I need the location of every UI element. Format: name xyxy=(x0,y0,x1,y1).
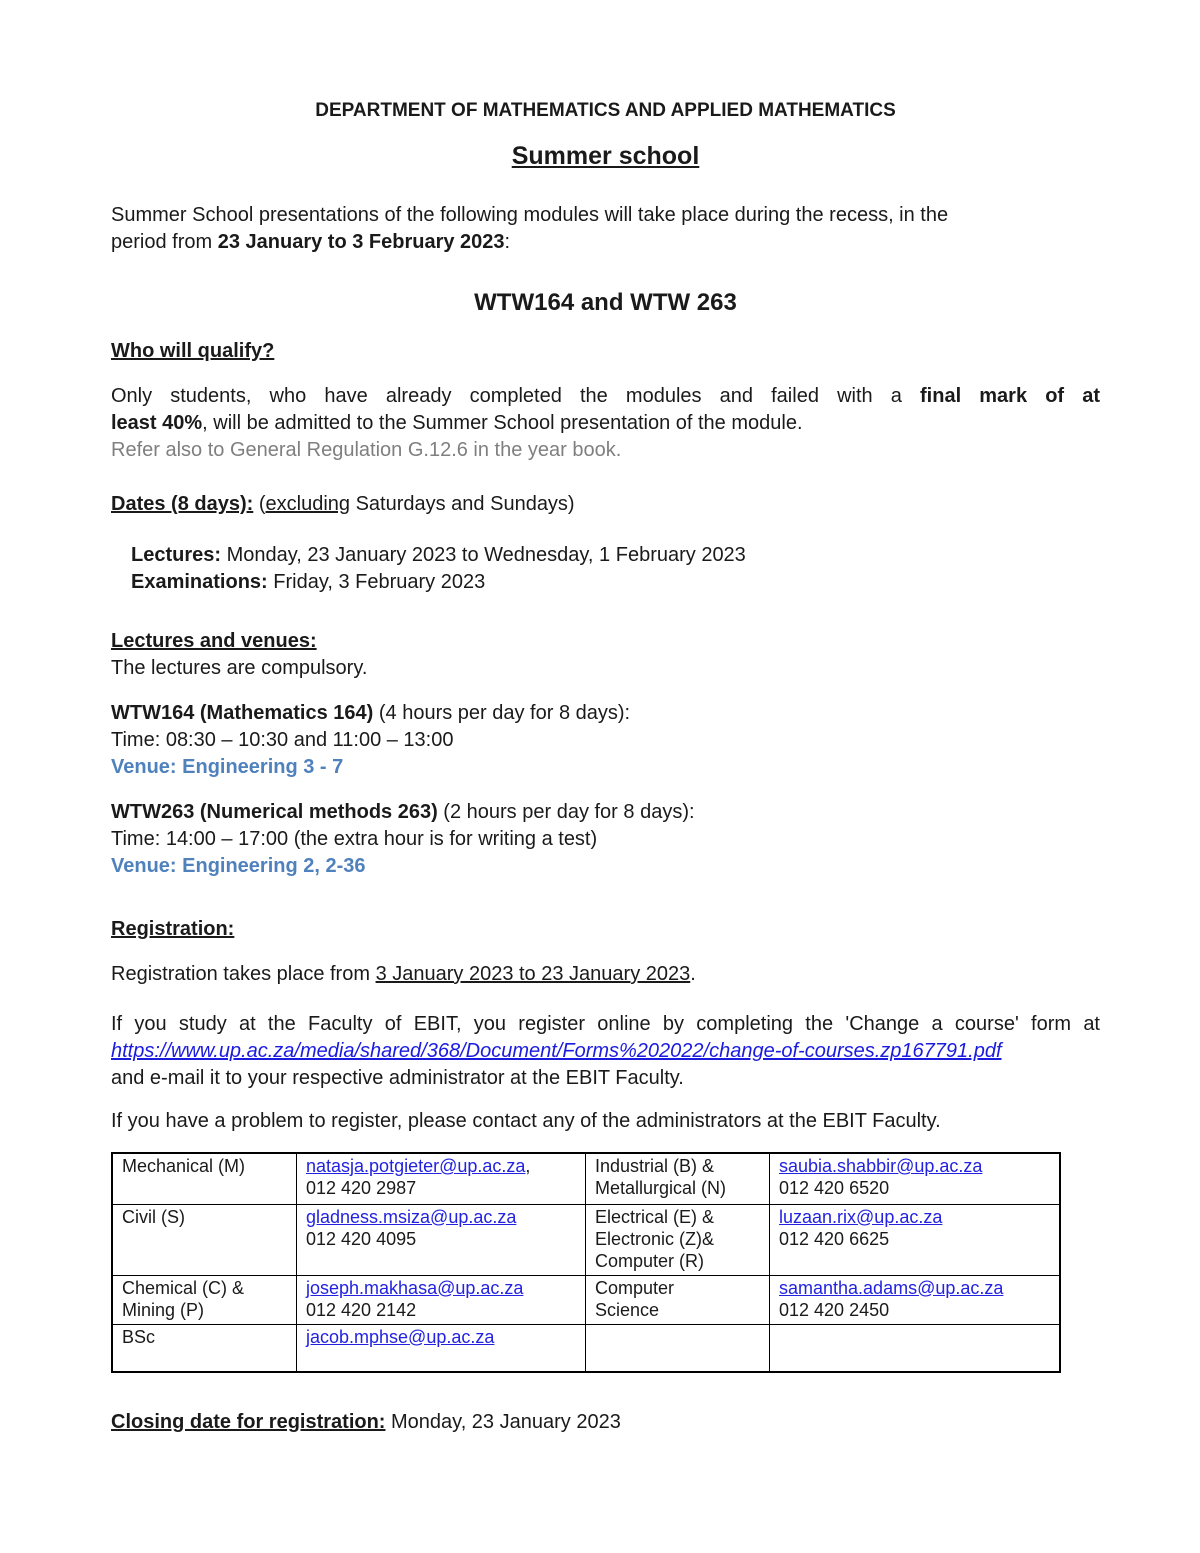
admin-email-link[interactable]: jacob.mphse@up.ac.za xyxy=(306,1326,495,1347)
admin-phone: 012 420 4095 xyxy=(306,1228,417,1249)
admin-phone: 012 420 2987 xyxy=(306,1178,417,1198)
modules-heading: WTW164 and WTW 263 xyxy=(474,289,737,316)
admin-email-link[interactable]: joseph.makhasa@up.ac.za xyxy=(306,1277,524,1298)
change-of-courses-link[interactable]: https://www.up.ac.za/media/shared/368/Document/Forms%202022/change-of-courses.zp167791.pdf xyxy=(111,1040,1002,1062)
admin-phone: 012 420 6625 xyxy=(779,1228,890,1249)
department-name: BSc xyxy=(122,1326,156,1347)
lectures-dates: Lectures: Monday, 23 January 2023 to Wednesday, 1 February 2023 xyxy=(131,544,746,566)
contact-cell xyxy=(770,1275,1061,1324)
intro-period: 23 January to 3 February 2023 xyxy=(217,231,505,253)
wtw164-title: WTW164 (Mathematics 164) xyxy=(111,702,374,724)
department-cell xyxy=(586,1204,770,1275)
admin-email-link[interactable]: gladness.msiza@up.ac.za xyxy=(306,1206,517,1227)
department-name: Industrial (B) & xyxy=(595,1156,715,1176)
qualify-line-2: least 40%, will be admitted to the Summer School presentation of the module. xyxy=(111,412,803,434)
department-name: Electronic (Z)& xyxy=(595,1228,715,1249)
table-row xyxy=(112,1153,1060,1204)
closing-date-line xyxy=(111,1409,1100,1436)
department-name: Mining (P) xyxy=(122,1299,205,1320)
dates-heading: Dates (8 days): xyxy=(111,493,254,515)
closing-date-value: Monday, 23 January 2023 xyxy=(385,1411,621,1433)
ebit-instructions xyxy=(111,1011,1100,1092)
table-row xyxy=(112,1324,1060,1372)
department-cell xyxy=(586,1153,770,1204)
administrators-table xyxy=(111,1152,1061,1373)
wtw164-venue: Venue: Engineering 3 - 7 xyxy=(111,756,344,778)
department-name: Science xyxy=(595,1299,660,1320)
qualify-line-1: Only students, who have already completed the modules and failed with a final mark of at xyxy=(111,385,1100,407)
wtw263-title: WTW263 (Numerical methods 263) xyxy=(111,801,438,823)
admin-phone: 012 420 2450 xyxy=(779,1299,890,1320)
contact-cell xyxy=(770,1204,1061,1275)
department-name: Metallurgical (N) xyxy=(595,1178,727,1198)
closing-date-label: Closing date for registration: xyxy=(111,1411,386,1433)
admin-phone: 012 420 6520 xyxy=(779,1178,890,1198)
department-name: Civil (S) xyxy=(122,1206,185,1227)
wtw263-venue: Venue: Engineering 2, 2-36 xyxy=(111,855,366,877)
venues-heading: Lectures and venues: xyxy=(111,630,317,652)
department-cell xyxy=(112,1324,297,1372)
contact-cell xyxy=(297,1324,586,1372)
admin-email-link[interactable]: saubia.shabbir@up.ac.za xyxy=(779,1156,983,1176)
problem-line: If you have a problem to register, please contact any of the administrators at the EBIT Faculty. xyxy=(111,1110,941,1132)
wtw263-block: WTW263 (Numerical methods 263) (2 hours per day for 8 days): Time: 14:00 – 17:00 (the extra hour is for writing a test) Venue: Engineering 2, 2-36 xyxy=(111,799,1100,880)
registration-period: Registration takes place from 3 January 2023 to 23 January 2023. xyxy=(111,963,696,985)
compulsory-note: The lectures are compulsory. xyxy=(111,657,368,679)
wtw263-time: Time: 14:00 – 17:00 (the extra hour is for writing a test) xyxy=(111,828,598,850)
department-cell xyxy=(112,1204,297,1275)
department-name: Electrical (E) & xyxy=(595,1206,715,1227)
department-name: Mechanical (M) xyxy=(122,1156,246,1176)
qualify-heading: Who will qualify? xyxy=(111,340,275,362)
wtw164-time: Time: 08:30 – 10:30 and 11:00 – 13:00 xyxy=(111,729,454,751)
admin-email-link[interactable]: luzaan.rix@up.ac.za xyxy=(779,1206,943,1227)
contact-cell xyxy=(297,1275,586,1324)
department-cell xyxy=(586,1275,770,1324)
department-name: Computer xyxy=(595,1277,675,1298)
department-name: Computer (R) xyxy=(595,1250,705,1271)
department-cell xyxy=(112,1275,297,1324)
intro-line-2: period from 23 January to 3 February 2023: xyxy=(111,231,511,253)
admin-email-link[interactable]: samantha.adams@up.ac.za xyxy=(779,1277,1004,1298)
page-title: Summer school xyxy=(511,142,700,170)
venues-section xyxy=(111,628,1100,682)
department-name: Chemical (C) & xyxy=(122,1277,245,1298)
dates-schedule xyxy=(131,542,1100,596)
admin-email-link[interactable]: natasja.potgieter@up.ac.za xyxy=(306,1156,526,1176)
contact-cell xyxy=(297,1204,586,1275)
wtw164-block: WTW164 (Mathematics 164) (4 hours per day for 8 days): Time: 08:30 – 10:30 and 11:00 – 13:00 Venue: Engineering 3 - 7 xyxy=(111,700,1100,781)
admin-phone: 012 420 2142 xyxy=(306,1299,417,1320)
dates-line: Dates (8 days): (excluding Saturdays and Sundays) xyxy=(111,493,575,515)
table-row xyxy=(112,1275,1060,1324)
contact-cell xyxy=(770,1324,1061,1372)
regulation-note: Refer also to General Regulation G.12.6 in the year book. xyxy=(111,439,622,461)
table-row xyxy=(112,1204,1060,1275)
exam-dates: Examinations: Friday, 3 February 2023 xyxy=(131,571,486,593)
qualify-paragraph xyxy=(111,383,1100,464)
department-heading: DEPARTMENT OF MATHEMATICS AND APPLIED MATHEMATICS xyxy=(315,100,896,121)
intro-paragraph xyxy=(111,202,1100,256)
ebit-line: If you study at the Faculty of EBIT, you register online by completing the 'Change a course' form at xyxy=(111,1013,1100,1035)
department-cell xyxy=(112,1153,297,1204)
contact-cell: natasja.potgieter@up.ac.za, 012 420 2987 xyxy=(297,1153,586,1204)
email-instructions: and e-mail it to your respective administrator at the EBIT Faculty. xyxy=(111,1067,684,1089)
intro-line-1: Summer School presentations of the following modules will take place during the recess, in the xyxy=(111,204,949,226)
department-cell xyxy=(586,1324,770,1372)
registration-heading: Registration: xyxy=(111,918,235,940)
contact-cell xyxy=(770,1153,1061,1204)
